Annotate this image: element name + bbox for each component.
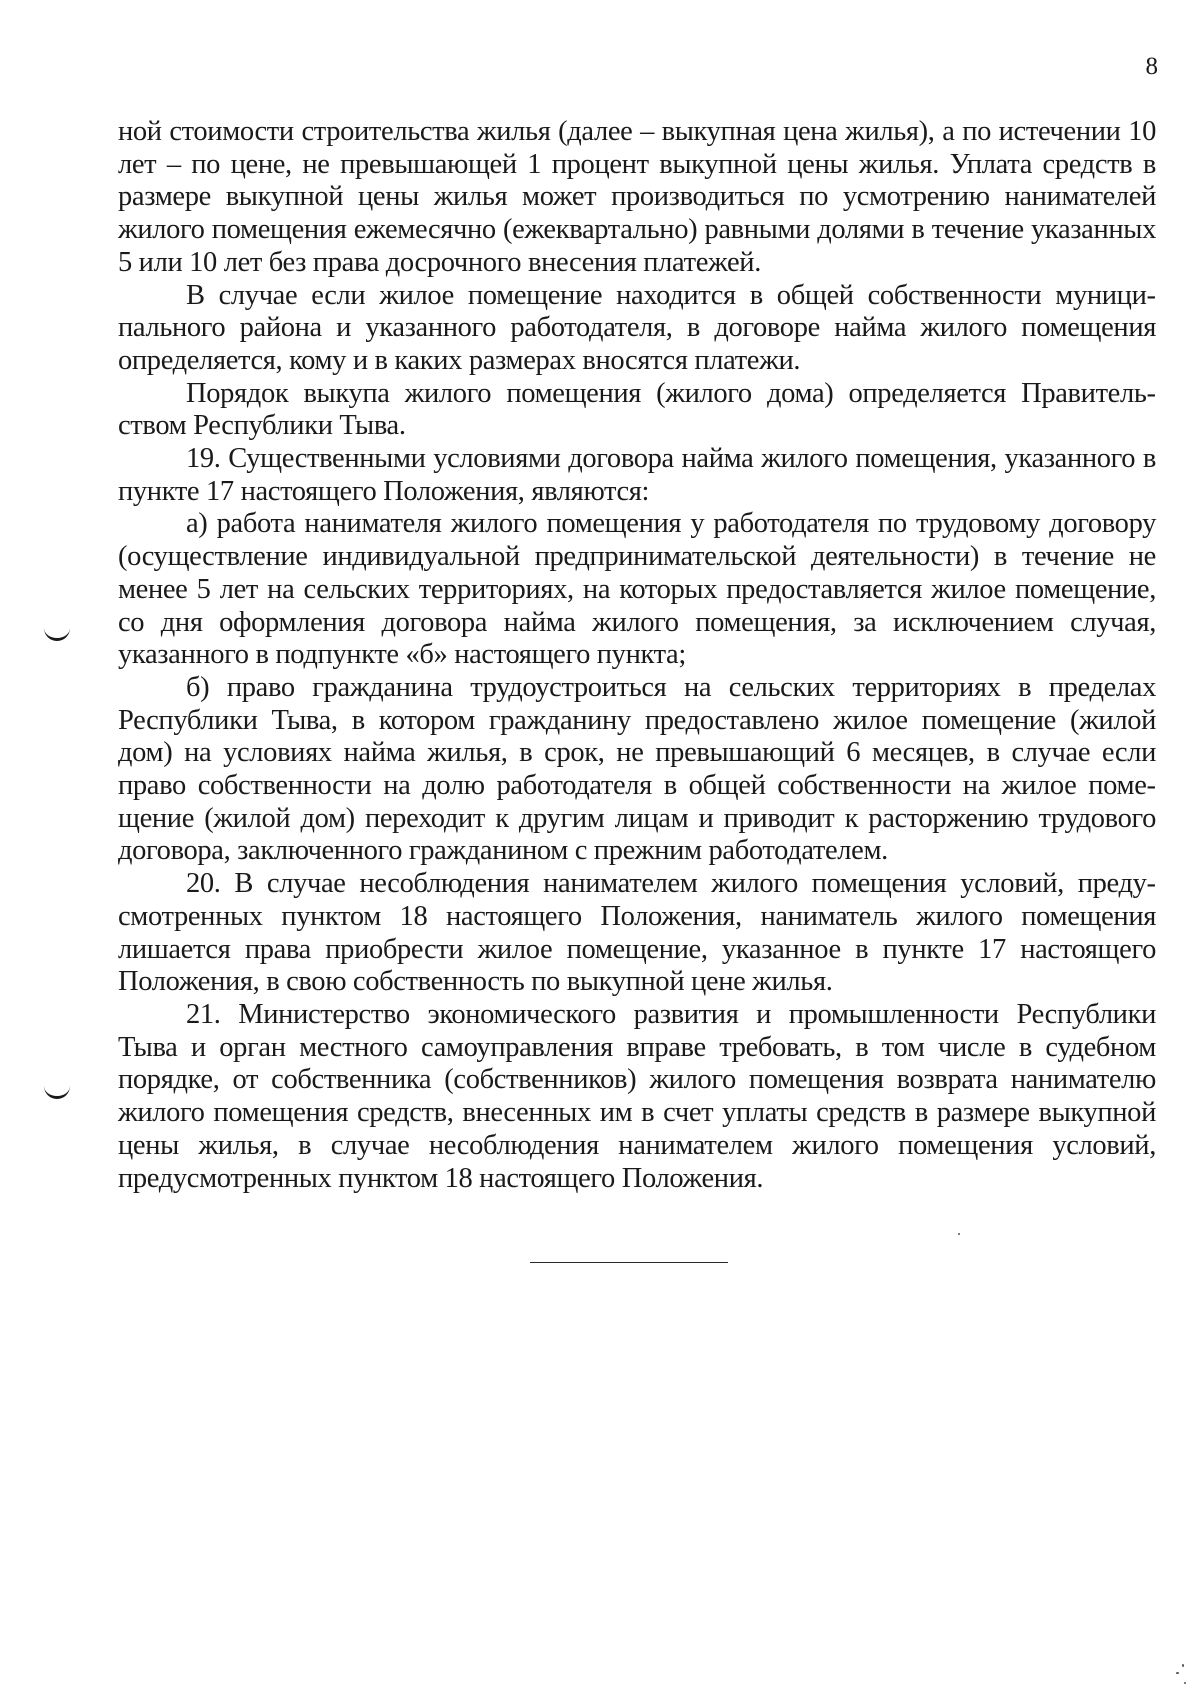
page-number: 8 [1145,53,1158,80]
paragraph-joint-ownership-payments: В случае если жилое помещение находится в общей собственности муниципального района и указанного работодателя, в договоре найма жилого помещения определяется, кому и в каких размерах вносятся платежи. [118,279,1156,376]
scan-speck [1184,1682,1186,1684]
scan-speck [1182,1664,1184,1667]
clause-19: 19. Существенными условиями договора найма жилого помещения, указанного в пункте 17 настоящего Положения, являются: [118,443,1156,507]
paragraph-buyout-procedure: Порядок выкупа жилого помещения (жилого дома) определяется Правительством Республики Тыва. [118,377,1156,442]
clause-21: 21. Министерство экономического развития и промышленности Республики Тыва и орган местного самоуправления вправе требовать, в том числе в судебном порядке, от собственника (собственников) жилого помещения возврата нанимателю жилого помещения средств, внесенных им в счет уплаты средств в размере выкупной цены жилья, в случае несоблюдения нанимателем жилого помещения условий, предусмотренных пунктом 18 настоящего Положения. [118,998,1156,1194]
clause-19-b: б) право гражданина трудоустроиться на сельских территориях в пределах Республики Тыва, в котором гражданину предоставлено жилое помещение (жилой дом) на условиях найма жилья, в срок, не превышающий 6 месяцев, в случае если право собственности на долю работодателя в общей собственности на жилое помещение (жилой дом) переходит к другим лицам и приводит к расторжению трудового договора, заключенного гражданином с прежним работодателем. [118,671,1156,867]
scan-speck [958,1233,960,1235]
clause-20: 20. В случае несоблюдения нанимателем жилого помещения условий, предусмотренных пунктом 18 настоящего Положения, наниматель жилого помещения лишается права приобрести жилое помещение, указанное в пункте 17 настоящего Положения, в свою собственность по выкупной цене жилья. [118,868,1156,998]
end-of-document-rule [530,1262,728,1263]
binding-hole-mark [44,626,70,641]
clause-19-a: а) работа нанимателя жилого помещения у работодателя по трудовому договору (осуществление индивидуальной предпринимательской деятельности) в течение не менее 5 лет на сельских территориях, на которых предоставляется жилое помещение, со дня оформления договора найма жилого помещения, за исключением случая, указанного в подпункте «б» настоящего пункта; [118,508,1156,671]
paragraph-continuation: ной стоимости строительства жилья (далее – выкупная цена жилья), а по истечении 10 лет – по цене, не превышающей 1 процент выкупной цены жилья. Уплата средств в размере выкупной цены жилья может производиться по усмотрению нанимателей жилого помещения ежемесячно (ежеквартально) равными долями в течение указанных 5 или 10 лет без права досрочного внесения платежей. [118,116,1156,278]
binding-hole-mark [44,1084,70,1099]
document-body [118,116,1156,1195]
scan-speck [1176,1672,1179,1674]
